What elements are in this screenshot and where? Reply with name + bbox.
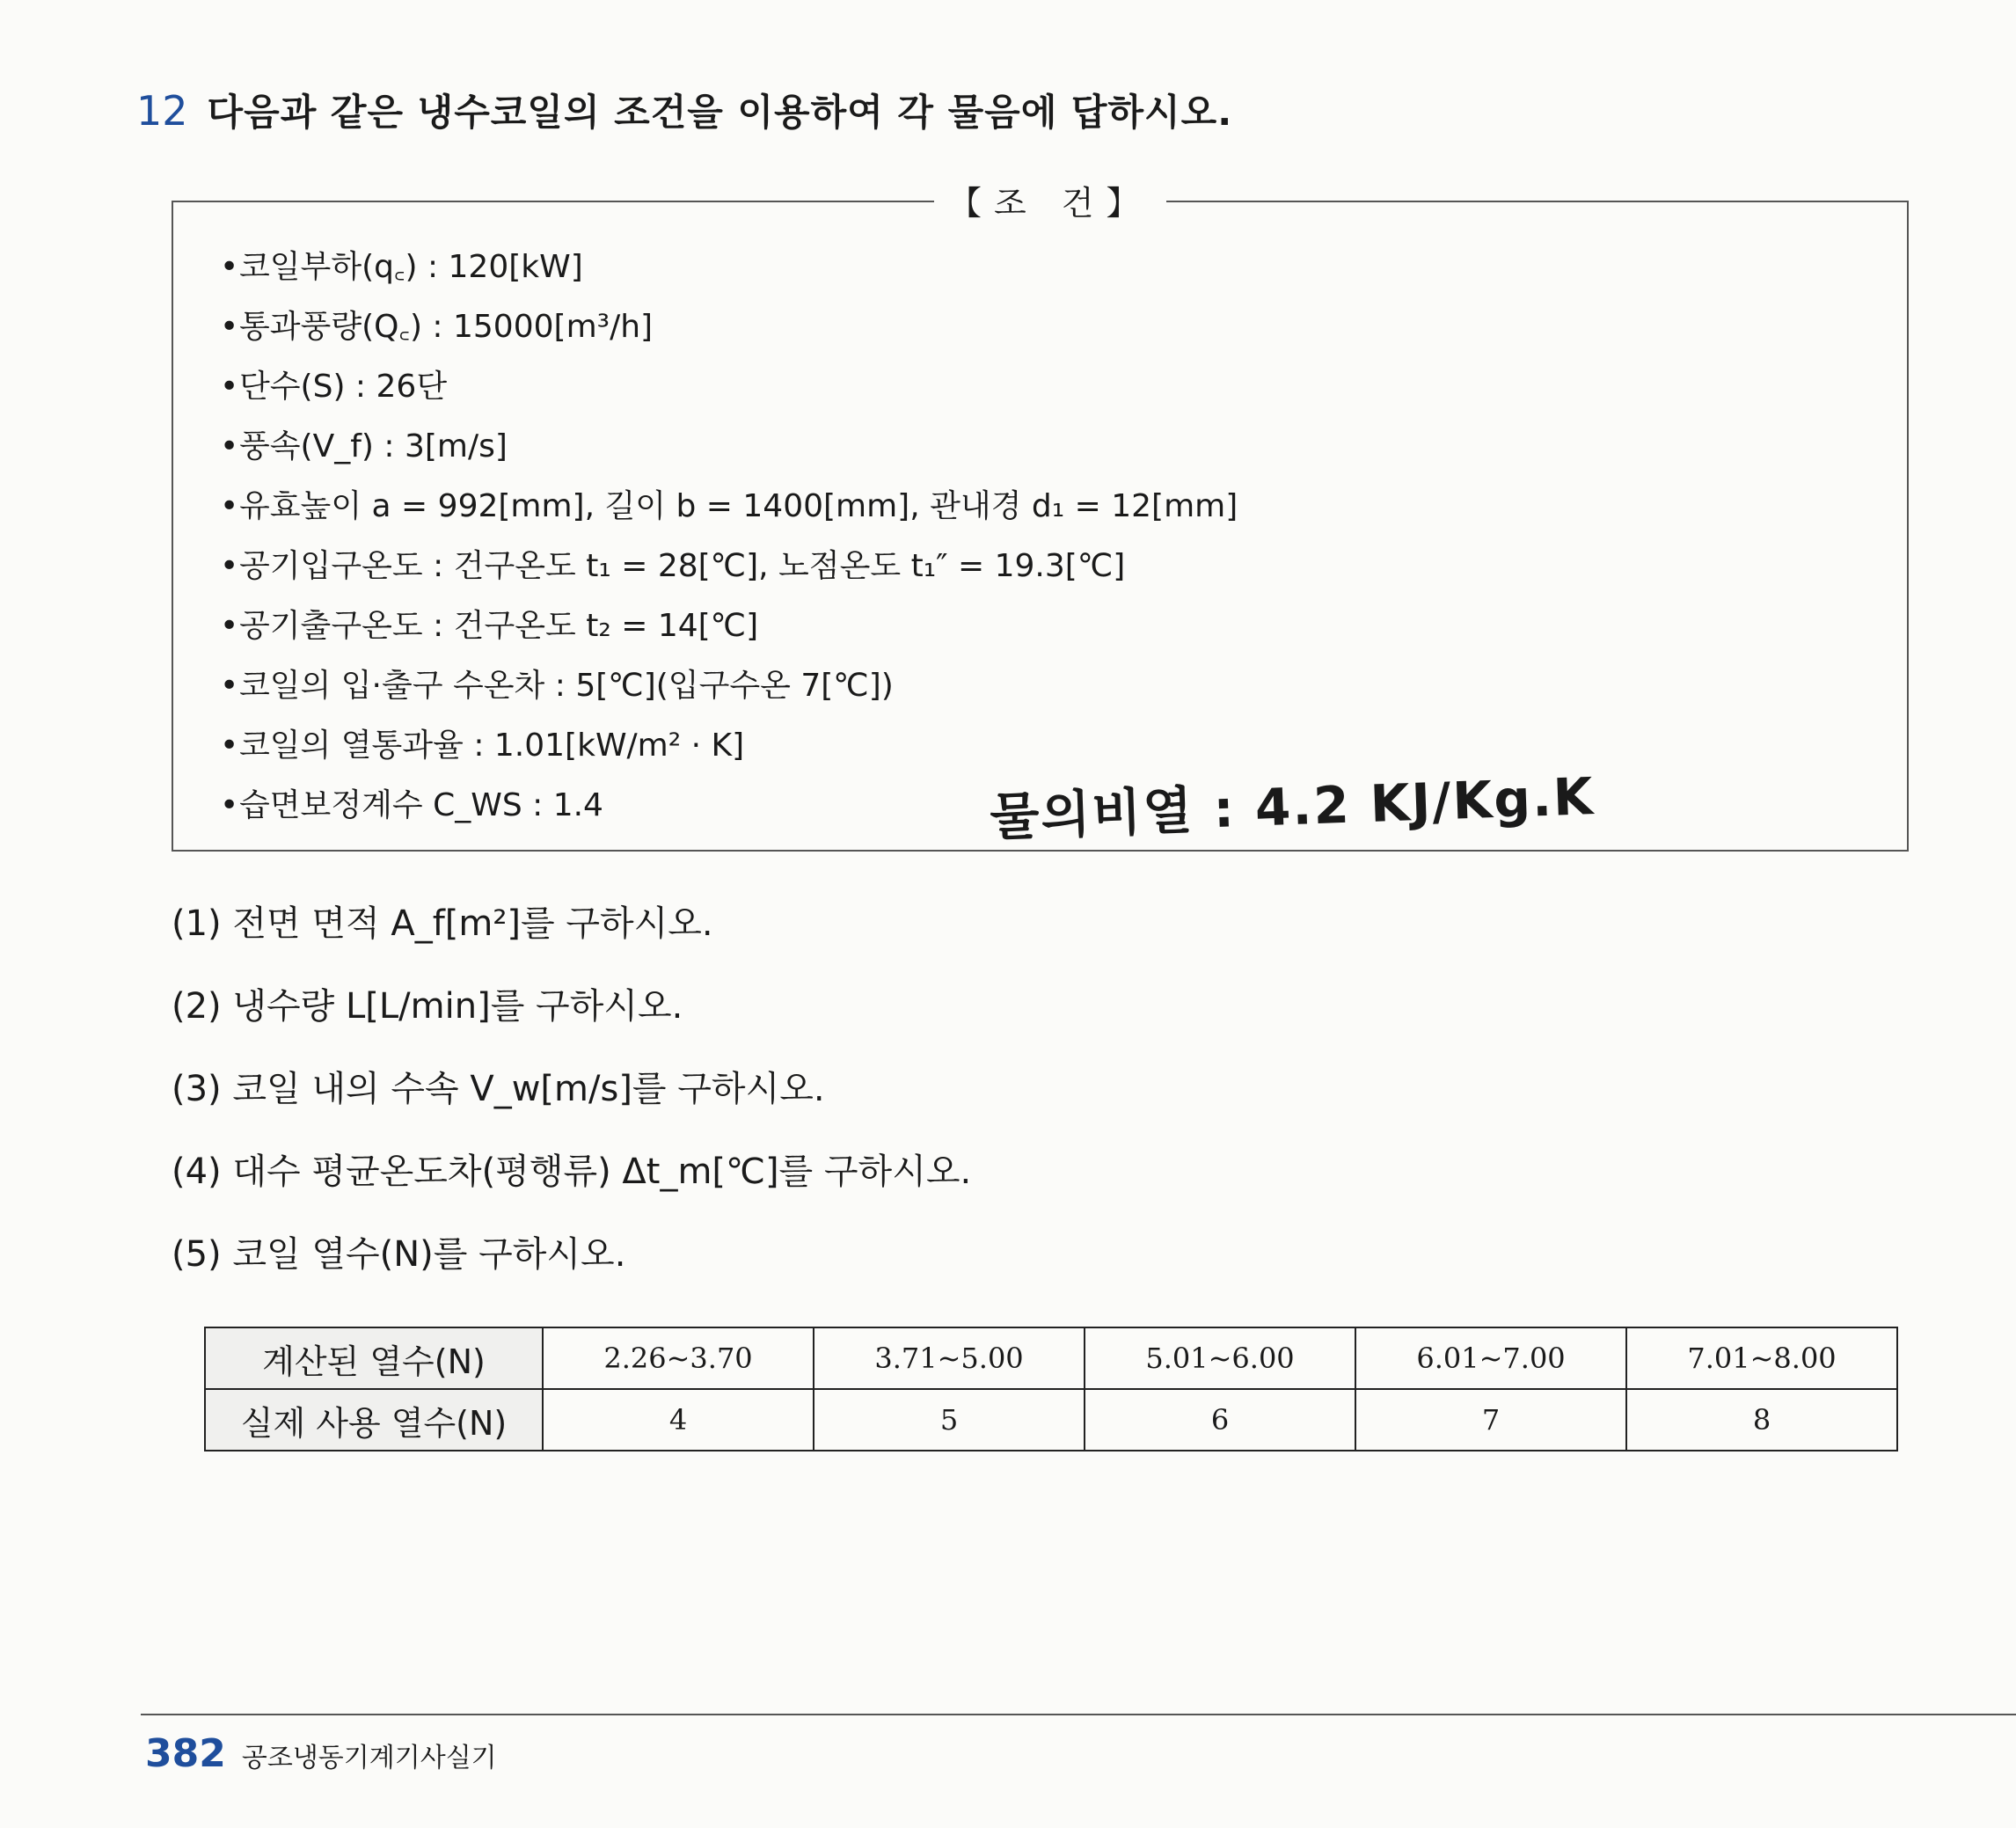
table-cell: 5 xyxy=(814,1389,1085,1451)
footer-divider xyxy=(141,1714,2016,1715)
page-number: 382 xyxy=(145,1731,226,1776)
coil-rows-table xyxy=(204,1327,1898,1451)
sub-question: (1) 전면 면적 A_f[m²]를 구하시오. xyxy=(172,903,713,944)
question-number: 12 xyxy=(136,87,188,135)
condition-item: •공기출구온도 : 건구온도 t₂ = 14[℃] xyxy=(220,608,759,644)
row-header: 실제 사용 열수(N) xyxy=(205,1389,543,1451)
table-cell: 4 xyxy=(543,1389,814,1451)
table-cell: 8 xyxy=(1626,1389,1897,1451)
condition-item: •습면보정계수 C_WS : 1.4 xyxy=(220,787,603,823)
condition-item: •풍속(V_f) : 3[m/s] xyxy=(220,428,508,464)
table-cell: 7 xyxy=(1355,1389,1626,1451)
table-cell: 2.26~3.70 xyxy=(543,1327,814,1389)
condition-item: •코일부하(q꜀) : 120[kW] xyxy=(220,249,583,285)
condition-item: •통과풍량(Q꜀) : 15000[m³/h] xyxy=(220,309,654,345)
conditions-list xyxy=(220,238,1238,836)
table-cell: 3.71~5.00 xyxy=(814,1327,1085,1389)
sub-question: (2) 냉수량 L[L/min]를 구하시오. xyxy=(172,986,683,1027)
sub-question-list xyxy=(172,897,971,1311)
table-row xyxy=(205,1327,1897,1389)
row-header: 계산된 열수(N) xyxy=(205,1327,543,1389)
table-cell: 5.01~6.00 xyxy=(1085,1327,1355,1389)
table-cell: 6.01~7.00 xyxy=(1355,1327,1626,1389)
condition-item: •유효높이 a = 992[mm], 길이 b = 1400[mm], 관내경 d₁ = 12[mm] xyxy=(220,488,1238,524)
condition-item: •코일의 입·출구 수온차 : 5[℃](입구수온 7[℃]) xyxy=(220,668,894,704)
question-title: 다음과 같은 냉수코일의 조건을 이용하여 각 물음에 답하시오. xyxy=(207,91,1233,134)
sub-question: (3) 코일 내의 수속 V_w[m/s]를 구하시오. xyxy=(172,1069,825,1109)
condition-item: •단수(S) : 26단 xyxy=(220,369,448,405)
sub-question: (5) 코일 열수(N)를 구하시오. xyxy=(172,1234,626,1275)
condition-item: •코일의 열통과율 : 1.01[kW/m² · K] xyxy=(220,728,745,764)
condition-item: •공기입구온도 : 건구온도 t₁ = 28[℃], 노점온도 t₁″ = 19.3[℃] xyxy=(220,548,1126,584)
conditions-label: 【조 건】 xyxy=(934,176,1166,224)
table-cell: 6 xyxy=(1085,1389,1355,1451)
page-footer xyxy=(145,1731,497,1776)
book-title: 공조냉동기계기사실기 xyxy=(241,1743,497,1773)
question-header xyxy=(136,84,1232,136)
table-row xyxy=(205,1389,1897,1451)
table-cell: 7.01~8.00 xyxy=(1626,1327,1897,1389)
handwritten-note: 물의비열 : 4.2 KJ/Kg.K xyxy=(989,766,1596,847)
sub-question: (4) 대수 평균온도차(평행류) Δt_m[℃]를 구하시오. xyxy=(172,1152,972,1192)
